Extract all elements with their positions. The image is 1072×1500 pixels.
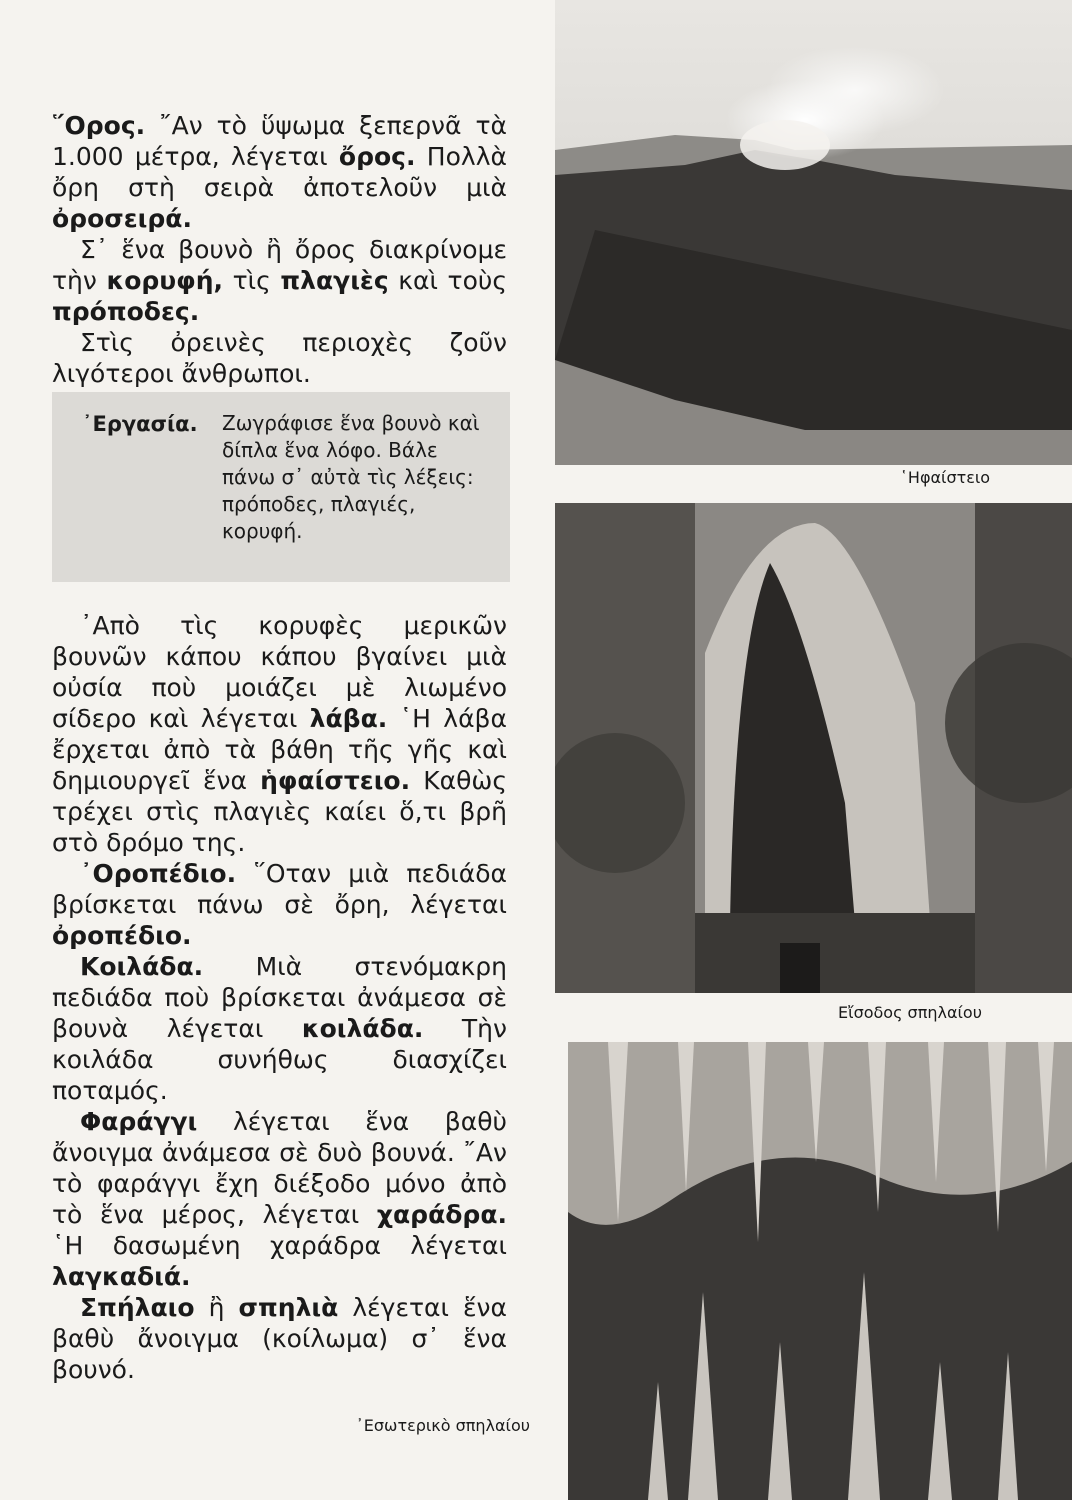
bold-term: ἡφαίστειο. <box>260 766 411 795</box>
bold-term: λάβα. <box>309 704 388 733</box>
bold-term: ὀροπέδιο. <box>52 921 192 950</box>
text-run: καὶ τοὺς <box>388 266 507 295</box>
bold-term: ὀροσειρά. <box>52 204 192 233</box>
text-run: Σ᾽ ἕνα βουνὸ ἢ ὄρος διακρίνομε τὴν <box>52 235 507 295</box>
exercise-box <box>52 392 510 582</box>
bold-term: πλαγιὲς <box>280 266 389 295</box>
paragraph-oropedio <box>52 858 507 951</box>
text-run: Πολλὰ ὄρη στὴ σειρὰ ἀποτελοῦν μιὰ <box>52 142 507 202</box>
paragraph-koilada <box>52 951 507 1106</box>
text-run: ῾Η λάβα ἔρχεται ἀπὸ τὰ βάθη τῆς γῆς καὶ δημιουργεῖ ἕνα <box>52 704 507 795</box>
bold-term: κορυφή, <box>106 266 224 295</box>
bold-term: σπηλιὰ <box>238 1293 339 1322</box>
text-run: λέγεται ἕνα βαθὺ ἄνοιγμα ἀνάμεσα σὲ δυὸ βουνά. ῎Αν τὸ φαράγγι ἔχη διέξοδο μόνο ἀπὸ τὸ ἕνα μέρος, λέγεται <box>52 1107 507 1229</box>
text-run: Στὶς ὀρεινὲς περιοχὲς ζοῦν λιγότεροι ἄνθρωποι. <box>52 328 507 388</box>
caption-volcano: ῾Ηφαίστειο <box>899 468 991 487</box>
caption-cave-entrance: Εἴσοδος σπηλαίου <box>838 1003 982 1022</box>
bold-term: ᾿Οροπέδιο. <box>80 859 237 888</box>
text-run: ῞Οταν μιὰ πεδιάδα βρίσκεται πάνω σὲ ὄρη, λέγεται <box>52 859 507 919</box>
caption-cave-interior: ᾿Εσωτερικὸ σπηλαίου <box>355 1416 530 1435</box>
bold-term: κοιλάδα. <box>301 1014 424 1043</box>
text-run: ᾿Απὸ τὶς κορυφὲς μερικῶν βουνῶν κάπου κάπου βγαίνει μιὰ οὐσία ποὺ μοιάζει μὲ λιωμένο σίδερο καὶ λέγεται <box>52 611 507 733</box>
bold-term: λαγκαδιά. <box>52 1262 191 1291</box>
bold-term: Φαράγγι <box>80 1107 198 1136</box>
text-run: Τὴν κοιλάδα συνήθως διασχίζει ποταμός. <box>52 1014 507 1105</box>
paragraph-lava <box>52 610 507 858</box>
exercise-text: Ζωγράφισε ἕνα βουνὸ καὶ δίπλα ἕνα λόφο. Βάλε πάνω σ᾽ αὐτὰ τὶς λέξεις: πρόποδες, πλαγιές, κορυφή. <box>222 411 480 543</box>
bold-term: Κοιλάδα. <box>80 952 204 981</box>
bold-term: Σπήλαιο <box>80 1293 195 1322</box>
bold-term: ῞Ορος. <box>52 111 146 140</box>
exercise-label: ᾿Εργασία. <box>82 412 198 436</box>
text-run: ῎Αν τὸ ὕψωμα ξεπερνᾶ τὰ 1.000 μέτρα, λέγεται <box>52 111 507 171</box>
text-run: Μιὰ στενόμακρη πεδιάδα ποὺ βρίσκεται ἀνάμεσα σὲ βουνὰ λέγεται <box>52 952 507 1043</box>
paragraph-faraggi <box>52 1106 507 1292</box>
text-run: ἢ <box>194 1293 239 1322</box>
bold-term: χαράδρα. <box>376 1200 507 1229</box>
paragraph-spilaio <box>52 1292 507 1385</box>
cave-entrance-photo <box>555 503 1072 993</box>
cave-interior-photo <box>568 1042 1072 1500</box>
text-column <box>52 110 507 389</box>
paragraph-vouno <box>52 234 507 327</box>
volcano-photo <box>555 0 1072 465</box>
text-run: τὶς <box>223 266 281 295</box>
paragraph-oreines <box>52 327 507 389</box>
text-column-lower <box>52 610 507 1385</box>
paragraph-oros <box>52 110 507 234</box>
text-run: ῾Η δασωμένη χαράδρα λέγεται <box>52 1231 507 1260</box>
bold-term: πρόποδες. <box>52 297 200 326</box>
text-run: Καθὼς τρέχει στὶς πλαγιὲς καίει ὅ,τι βρῆ στὸ δρόμο της. <box>52 766 507 857</box>
bold-term: ὄρος. <box>338 142 416 171</box>
text-run: λέγεται ἕνα βαθὺ ἄνοιγμα (κοίλωμα) σ᾽ ἕνα βουνό. <box>52 1293 507 1384</box>
